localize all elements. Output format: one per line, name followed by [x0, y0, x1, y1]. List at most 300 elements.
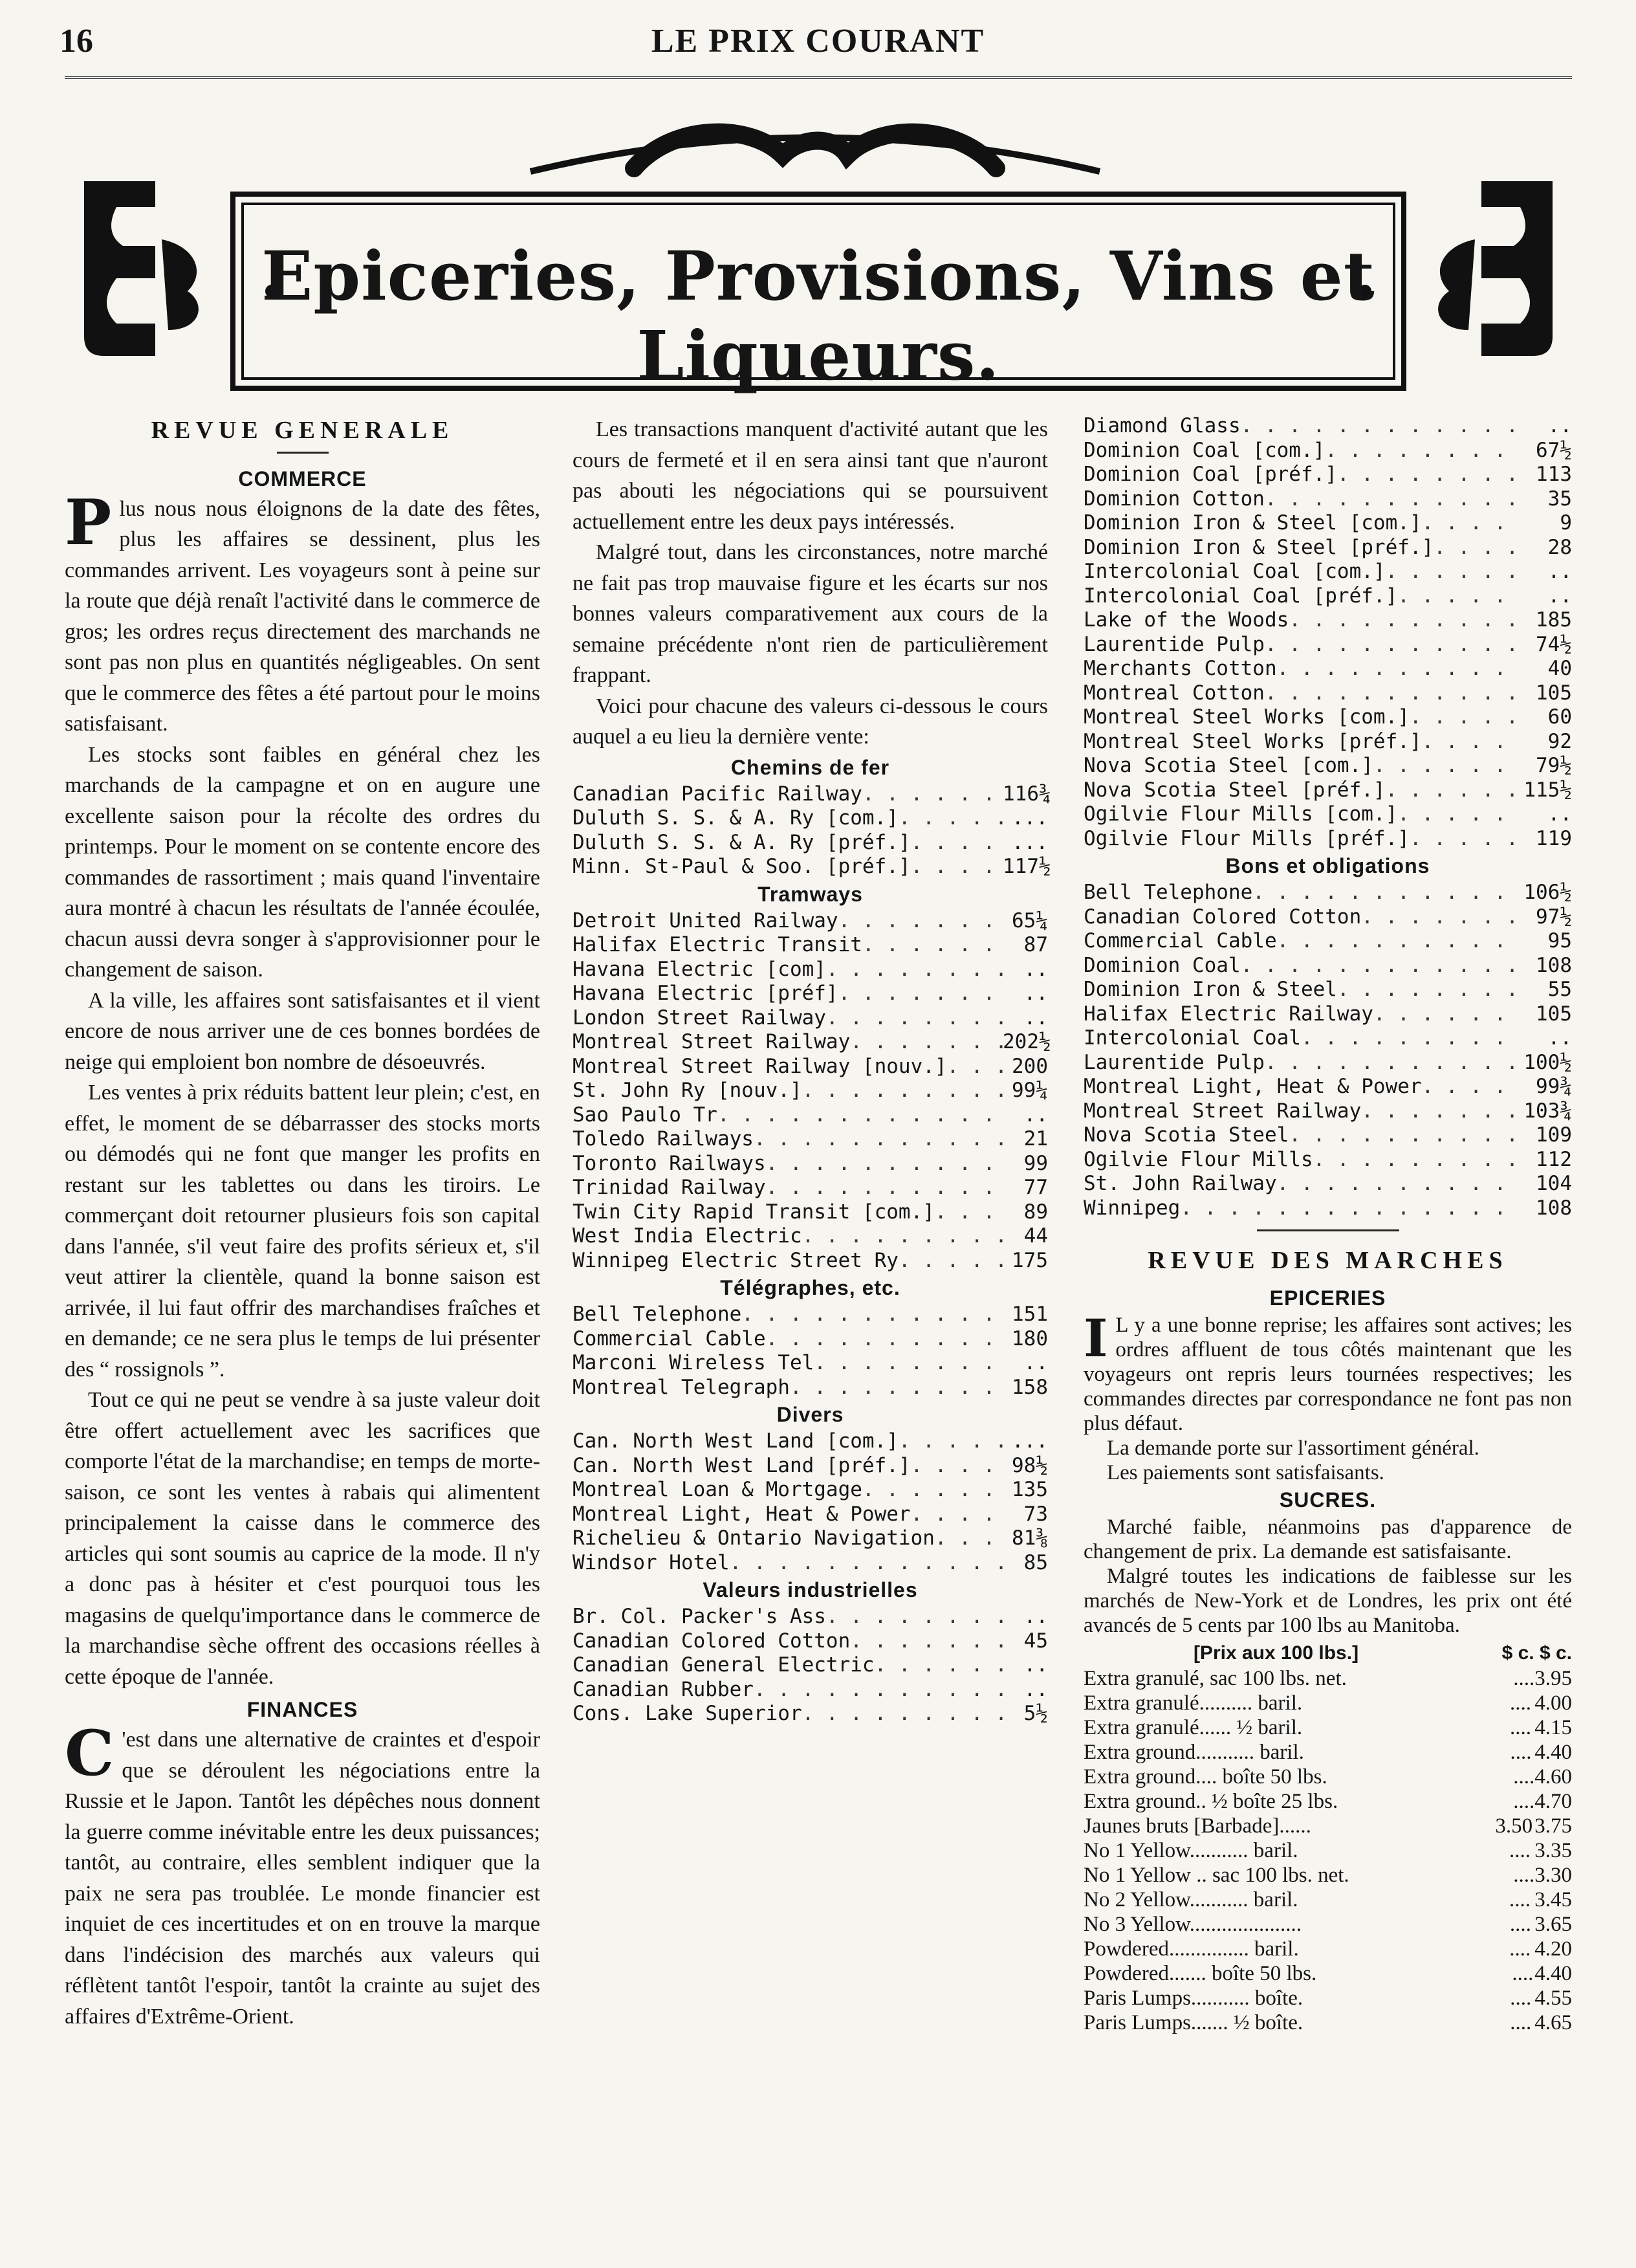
stock-name: Trinidad Railway	[573, 1176, 766, 1199]
stock-name: Dominion Iron & Steel	[1084, 978, 1337, 1001]
stock-row	[1084, 929, 1572, 954]
stock-price: 105	[1536, 1002, 1572, 1026]
finances-paragraph: C 'est dans une alternative de craintes et d'espoir que se déroulent les négociations entre la Russie et le Japon. Tantôt les dépêches nous donnent la guerre comme inévitable entre les deux puissances; tantôt, au contraire, elles semblent indiquer que la paix ne sera pas troublée. Le monde financier est inquiet de ces incertitudes et on en trouve la marque dans l'indécision des marchés aux valeurs qui réflètent tantôt l'espoir, tantôt la crainte au sujet des affaires d'Extrême-Orient.	[65, 1717, 540, 2029]
leader-dots	[838, 982, 1003, 1006]
stock-price: 77	[1023, 1176, 1048, 1199]
stock-price: 35	[1547, 487, 1572, 511]
stock-name: St. John Ry [nouv.]	[573, 1079, 802, 1102]
stock-price: 73	[1023, 1502, 1048, 1526]
column-left	[65, 414, 540, 2032]
stock-price: 5½	[1023, 1702, 1048, 1725]
sugar-price-row	[1084, 1863, 1572, 1888]
stock-row	[573, 1526, 1048, 1551]
revue-des-marches-heading: REVUE DES MARCHES	[1148, 1247, 1508, 1274]
price-low: ....	[1510, 1691, 1532, 1715]
stock-price: 45	[1023, 1629, 1048, 1653]
leader-dots	[1386, 560, 1520, 584]
stock-name: Sao Paulo Tr	[573, 1103, 717, 1127]
stock-price: 108	[1536, 1196, 1572, 1220]
price-high: 3.95	[1534, 1666, 1572, 1690]
stock-price: 92	[1547, 729, 1572, 753]
stock-name: St. John Railway	[1084, 1172, 1277, 1195]
stock-row	[1084, 1099, 1572, 1124]
stock-quotes-right	[1084, 414, 1572, 1220]
sugar-price-row	[1084, 1666, 1572, 1691]
stock-row	[1084, 1051, 1572, 1075]
stock-price: ..	[1023, 982, 1048, 1005]
stock-name: Can. North West Land [com.]	[573, 1429, 899, 1453]
stock-row	[1084, 681, 1572, 706]
product-name: Extra ground.. ½ boîte 25 lbs.	[1084, 1789, 1338, 1813]
drop-cap: P	[65, 485, 112, 559]
stock-row	[1084, 827, 1572, 852]
stock-row	[573, 1503, 1048, 1527]
epiceries-paragraph: Les paiements sont satisfaisants.	[1107, 1460, 1384, 1484]
stock-price: ..	[1547, 1026, 1572, 1050]
stock-price: 87	[1023, 933, 1048, 956]
stock-row	[1084, 608, 1572, 633]
stock-price: ..	[1023, 1605, 1048, 1628]
stock-price: ..	[1547, 802, 1572, 826]
stock-price: 180	[1012, 1327, 1048, 1350]
stock-price: ..	[1547, 414, 1572, 437]
stock-price: 119	[1536, 826, 1572, 850]
column-right	[1084, 414, 1572, 2035]
stock-price: 117½	[1003, 855, 1051, 878]
leader-dots	[826, 1006, 1003, 1031]
stock-row	[573, 982, 1048, 1006]
leader-dots	[826, 958, 1003, 982]
stock-name: Havana Electric [préf]	[573, 982, 838, 1005]
stock-name: Halifax Electric Railway	[1084, 1002, 1373, 1026]
stock-name: Dominion Coal [préf.]	[1084, 463, 1337, 486]
leader-dots	[1241, 954, 1520, 978]
stock-row	[573, 1055, 1048, 1079]
leader-dots	[814, 1351, 1003, 1376]
leader-dots	[826, 1605, 1003, 1629]
sugar-price-row	[1084, 1937, 1572, 1961]
leader-dots	[1337, 463, 1520, 487]
stock-price: ..	[1023, 1006, 1048, 1029]
stock-name: Intercolonial Coal	[1084, 1026, 1301, 1050]
product-name: Extra granulé.......... baril.	[1084, 1691, 1303, 1715]
stock-price: 99	[1023, 1151, 1048, 1175]
stock-price: 175	[1012, 1248, 1048, 1272]
stock-row	[573, 1429, 1048, 1454]
stock-name: Montreal Steel Works [com.]	[1084, 705, 1410, 729]
stock-row	[573, 1303, 1048, 1327]
price-low: ....	[1509, 1838, 1531, 1862]
commerce-paragraph: Tout ce qui ne peut se vendre à sa juste valeur doit être offert actuellement avec les sacrifices que comporte l'état de la marchandise; en temps de morte-saison, ce sont les ventes à rabais qui alimentent principalement la caisse dans le commerce des articles qui sont soumis au caprice de la mode. Il n'y a donc pas à hésiter et c'est pourquoi tous les magasins de quelqu'importance dans le commerce de la marchandise sèche offrent des occasions réelles à cette époque de l'année.	[65, 1388, 540, 1689]
stock-row	[1084, 487, 1572, 512]
stock-name: Richelieu & Ontario Navigation	[573, 1526, 935, 1550]
stock-row	[1084, 754, 1572, 778]
stock-name: Can. North West Land [préf.]	[573, 1453, 911, 1477]
sugar-price-row	[1084, 1888, 1572, 1912]
stock-name: Winnipeg	[1084, 1196, 1181, 1220]
stock-name: Commercial Cable	[1084, 929, 1277, 952]
stock-price: 105	[1536, 681, 1572, 705]
commerce-paragraph: Plus nous nous éloignons de la date des fêtes, plus les affaires se dessinent, plus les commandes arrivent. Les voyageurs sont à peine sur la route que déjà renaît l'activité dans le commerce de gros; les ordres reçus directement des marchands ne sont pas non plus en quantités négligeables. On sent que le commerce des fêtes a été partout pour le moins satisfaisant.	[65, 485, 540, 736]
stock-row	[573, 1127, 1048, 1152]
price-high: 4.00	[1534, 1691, 1573, 1715]
stock-row	[1084, 1123, 1572, 1148]
leader-dots	[1422, 1075, 1520, 1099]
leader-dots	[862, 782, 1003, 807]
stock-price: 89	[1023, 1200, 1048, 1224]
sugar-price-row	[1084, 1789, 1572, 1814]
sugar-price-row	[1084, 1691, 1572, 1715]
stock-name: Montreal Light, Heat & Power	[1084, 1075, 1422, 1098]
epiceries-heading: EPICERIES	[1269, 1286, 1386, 1310]
stock-price: ..	[1023, 1677, 1048, 1701]
stock-price: 103¾	[1523, 1099, 1572, 1123]
sugar-price-row	[1084, 1838, 1572, 1863]
price-high: 4.70	[1534, 1789, 1572, 1813]
stock-name: Minn. St-Paul & Soo. [préf.]	[573, 855, 911, 878]
stock-price: 116¾	[1003, 782, 1051, 806]
sugar-price-row	[1084, 1912, 1572, 1937]
stock-row	[1084, 584, 1572, 609]
finances-paragraph: Les transactions manquent d'activité autant que les cours de fermeté et il en sera ainsi tant que n'auront pas abouti les négociations qui se poursuivent actuellement entre les deux pays intéressés.	[573, 417, 1048, 534]
finances-heading: FINANCES	[246, 1698, 358, 1721]
product-name: No 1 Yellow........... baril.	[1084, 1838, 1298, 1862]
stock-row	[573, 1351, 1048, 1376]
leader-dots	[1361, 1099, 1520, 1124]
product-name: No 1 Yellow .. sac 100 lbs. net.	[1084, 1863, 1349, 1887]
stock-price: 44	[1023, 1224, 1048, 1248]
stock-row	[1084, 1002, 1572, 1027]
product-name: Paris Lumps....... ½ boîte.	[1084, 2010, 1303, 2034]
stock-price: 79½	[1536, 754, 1572, 777]
sugar-price-row	[1084, 1986, 1572, 2010]
divider	[277, 452, 329, 454]
stock-name: Bell Telephone	[1084, 881, 1253, 904]
stock-price: 106½	[1523, 881, 1572, 904]
leader-dots	[875, 1653, 1003, 1678]
stock-price: 65¼	[1012, 908, 1048, 932]
stock-name: Canadian Rubber	[573, 1677, 754, 1701]
leader-dots	[802, 1702, 1003, 1726]
price-low: ....	[1509, 1937, 1531, 1961]
stock-row	[573, 1376, 1048, 1400]
leader-dots	[935, 1526, 1003, 1551]
stock-name: Dominion Cotton	[1084, 487, 1265, 511]
leader-dots	[802, 1079, 1003, 1103]
stock-row	[1084, 536, 1572, 560]
stock-price: 95	[1547, 929, 1572, 952]
stock-price: 158	[1012, 1375, 1048, 1399]
leader-dots	[1422, 511, 1520, 536]
stock-price: 60	[1547, 705, 1572, 729]
stock-price: 109	[1536, 1123, 1572, 1147]
finances-paragraph: Voici pour chacune des valeurs ci-dessous le cours auquel a eu lieu la dernière vente:	[573, 694, 1048, 749]
stock-price: 185	[1536, 608, 1572, 632]
leader-dots	[911, 1503, 1003, 1527]
leader-dots	[741, 1303, 1003, 1327]
stock-row	[1084, 705, 1572, 730]
price-high: 3.75	[1534, 1814, 1573, 1838]
leader-dots	[1373, 754, 1520, 778]
stock-section-heading: Télégraphes, etc.	[720, 1276, 900, 1299]
sugar-price-row	[1084, 1961, 1572, 1986]
sugar-price-row	[1084, 1715, 1572, 1740]
stock-price: 98½	[1012, 1453, 1048, 1477]
price-high: 4.40	[1534, 1961, 1572, 1985]
stock-name: Canadian Pacific Railway	[573, 782, 862, 806]
stock-name: Duluth S. S. & A. Ry [com.]	[573, 806, 899, 830]
price-high: 3.30	[1534, 1863, 1572, 1887]
stock-row	[573, 1551, 1048, 1576]
leader-dots	[766, 1152, 1003, 1176]
leader-dots	[1410, 827, 1520, 852]
stock-name: Lake of the Woods	[1084, 608, 1289, 632]
stock-price: ...	[1012, 806, 1048, 830]
stock-row	[1084, 1172, 1572, 1196]
price-low: ....	[1509, 1888, 1531, 1911]
stock-row	[1084, 1196, 1572, 1221]
stock-name: Twin City Rapid Transit [com.]	[573, 1200, 935, 1224]
stock-name: Intercolonial Coal [com.]	[1084, 560, 1386, 583]
leader-dots	[754, 1127, 1003, 1152]
leader-dots	[850, 1030, 1003, 1055]
stock-row	[1084, 439, 1572, 463]
stock-name: Dominion Coal	[1084, 953, 1241, 977]
stock-price: ..	[1023, 957, 1048, 981]
sugar-price-row	[1084, 2010, 1572, 2035]
sucres-heading: SUCRES.	[1279, 1488, 1377, 1512]
price-low: ....	[1513, 1789, 1535, 1813]
product-name: Extra granulé...... ½ baril.	[1084, 1715, 1303, 1739]
stock-row	[573, 1006, 1048, 1031]
stock-name: Ogilvie Flour Mills [com.]	[1084, 802, 1398, 826]
price-low: ....	[1510, 1715, 1532, 1739]
stock-name: Cons. Lake Superior	[573, 1702, 802, 1725]
leader-dots	[1397, 584, 1520, 609]
stock-row	[573, 1629, 1048, 1654]
sugar-price-table	[1084, 1666, 1572, 2035]
stock-row	[573, 933, 1048, 958]
finances-paragraph: Malgré tout, dans les circonstances, notre marché ne fait pas trop mauvaise figure et les écarts sur nos bonnes valeurs comparativement aux cours de la semaine précédente n'ont rien de particulièrement frappant.	[573, 540, 1048, 687]
stock-name: Nova Scotia Steel	[1084, 1123, 1289, 1147]
leader-dots	[899, 1249, 1003, 1273]
stock-name: Havana Electric [com]	[573, 957, 826, 981]
stock-row	[573, 1702, 1048, 1726]
stock-quotes-middle	[573, 753, 1051, 1726]
stock-row	[573, 1454, 1048, 1479]
sugar-price-row	[1084, 1814, 1572, 1838]
leader-dots	[911, 831, 1003, 855]
leader-dots	[911, 855, 1003, 879]
stock-name: Dominion Coal [com.]	[1084, 438, 1325, 462]
stock-row	[573, 1200, 1048, 1225]
stock-row	[1084, 463, 1572, 487]
stock-row	[1084, 978, 1572, 1002]
price-low: ....	[1510, 1740, 1532, 1764]
stock-name: Toronto Railways	[573, 1151, 766, 1175]
stock-name: Montreal Cotton	[1084, 681, 1265, 705]
stock-row	[573, 855, 1051, 879]
price-high: 4.15	[1534, 1715, 1573, 1739]
leader-dots	[1410, 705, 1520, 730]
leader-dots	[862, 1478, 1003, 1503]
leader-dots	[911, 1454, 1003, 1479]
stock-price: 200	[1012, 1054, 1048, 1078]
leader-dots	[1397, 802, 1520, 827]
stock-price: 99¼	[1012, 1079, 1048, 1102]
stock-name: Intercolonial Coal [préf.]	[1084, 584, 1398, 608]
price-low: ....	[1510, 1986, 1532, 2010]
sucres-paragraph: Malgré toutes les indications de faiblesse sur les marchés de New-York et de Londres, les prix ont été avancés de 5 cents par 100 lbs au Manitoba.	[1084, 1564, 1572, 1637]
stock-name: Diamond Glass	[1084, 414, 1241, 437]
stock-section-heading: Valeurs industrielles	[703, 1578, 918, 1602]
stock-price: 67½	[1536, 438, 1572, 462]
product-name: Extra ground.... boîte 50 lbs.	[1084, 1765, 1327, 1789]
leader-dots	[754, 1678, 1003, 1702]
stock-row	[573, 1249, 1048, 1273]
leader-dots	[1265, 681, 1520, 706]
stock-name: Montreal Telegraph	[573, 1375, 790, 1399]
stock-row	[573, 1327, 1048, 1352]
stock-name: Ogilvie Flour Mills	[1084, 1147, 1313, 1171]
revue-generale-heading: REVUE GENERALE	[151, 417, 454, 444]
sucres-paragraph: Marché faible, néanmoins pas d'apparence de changement de prix. La demande est satisfaisante.	[1084, 1515, 1572, 1563]
running-title: LE PRIX COURANT	[651, 23, 985, 60]
stock-name: Toledo Railways	[573, 1127, 754, 1151]
stock-price: 97½	[1536, 905, 1572, 929]
price-low: ....	[1512, 1961, 1534, 1985]
stock-name: Marconi Wireless Tel	[573, 1351, 814, 1374]
leader-dots	[1386, 778, 1520, 803]
stock-price: 151	[1012, 1303, 1048, 1326]
stock-row	[573, 1224, 1048, 1249]
stock-row	[573, 909, 1048, 934]
stock-row	[1084, 511, 1572, 536]
stock-row	[573, 1478, 1048, 1503]
price-table-header	[1084, 1640, 1572, 1666]
leader-dots	[1277, 1172, 1520, 1196]
stock-price: ...	[1012, 830, 1048, 854]
divider	[1257, 1229, 1399, 1231]
stock-name: Merchants Cotton	[1084, 657, 1277, 680]
stock-price: 28	[1547, 535, 1572, 559]
leader-dots	[717, 1103, 1003, 1128]
stock-price: 85	[1023, 1550, 1048, 1574]
leader-dots	[1434, 536, 1520, 560]
stock-price: ..	[1023, 1653, 1048, 1677]
price-high: 4.60	[1534, 1765, 1572, 1789]
stock-row	[573, 958, 1048, 982]
stock-price: 115½	[1523, 778, 1572, 802]
stock-name: Canadian General Electric	[573, 1653, 875, 1677]
stock-price: 108	[1536, 953, 1572, 977]
leader-dots	[899, 1429, 1003, 1454]
stock-row	[573, 1152, 1048, 1176]
stock-row	[573, 1653, 1048, 1678]
stock-name: Montreal Steel Works [préf.]	[1084, 729, 1422, 753]
leader-dots	[766, 1176, 1003, 1200]
stock-price: 40	[1547, 657, 1572, 680]
stock-name: Ogilvie Flour Mills [préf.]	[1084, 826, 1410, 850]
stock-row	[1084, 657, 1572, 681]
stock-section-heading: Divers	[776, 1403, 844, 1426]
stock-row	[573, 1176, 1048, 1200]
stock-row	[573, 1079, 1048, 1103]
leader-dots	[935, 1200, 1003, 1225]
stock-name: Montreal Loan & Mortgage	[573, 1478, 862, 1501]
stock-row	[1084, 778, 1572, 803]
leader-dots	[838, 909, 1003, 934]
price-high: 4.65	[1534, 2010, 1572, 2034]
stock-row	[573, 1030, 1051, 1055]
stock-price: 104	[1536, 1172, 1572, 1195]
leader-dots	[1180, 1196, 1520, 1221]
stock-name: Winnipeg Electric Street Ry	[573, 1248, 899, 1272]
stock-row	[1084, 905, 1572, 930]
stock-name: Duluth S. S. & A. Ry [préf.]	[573, 830, 911, 854]
leader-dots	[1373, 1002, 1520, 1027]
stock-name: Windsor Hotel	[573, 1550, 730, 1574]
price-low: ....	[1509, 1912, 1531, 1936]
price-high: 3.35	[1534, 1838, 1572, 1862]
stock-row	[1084, 1148, 1572, 1173]
stock-price: ..	[1547, 560, 1572, 583]
stock-row	[1084, 560, 1572, 584]
stock-price: 9	[1560, 511, 1572, 534]
stock-name: Montreal Street Railway	[573, 1030, 851, 1053]
marches-section	[1084, 1283, 1572, 2035]
stock-price: 100½	[1523, 1050, 1572, 1074]
price-low: ....	[1513, 1666, 1535, 1690]
stock-row	[1084, 633, 1572, 657]
sugar-price-row	[1084, 1740, 1572, 1765]
stock-price: 21	[1023, 1127, 1048, 1151]
leader-dots	[1325, 439, 1520, 463]
leader-dots	[850, 1629, 1003, 1654]
leader-dots	[1361, 905, 1520, 930]
stock-price: ..	[1023, 1351, 1048, 1374]
stock-price: ..	[1547, 584, 1572, 608]
product-name: No 2 Yellow........... baril.	[1084, 1888, 1298, 1911]
stock-row	[573, 1678, 1048, 1702]
stock-name: West India Electric	[573, 1224, 802, 1248]
stock-name: Commercial Cable	[573, 1327, 766, 1350]
stock-row	[573, 1605, 1048, 1629]
stock-name: Dominion Iron & Steel [com.]	[1084, 511, 1422, 534]
commerce-heading: COMMERCE	[238, 467, 367, 490]
leader-dots	[947, 1055, 1003, 1079]
stock-name: Halifax Electric Transit	[573, 933, 862, 956]
stock-row	[1084, 881, 1572, 905]
section-banner-title: Epiceries, Provisions, Vins et Liqueurs.	[261, 236, 1375, 395]
stock-name: Detroit United Railway	[573, 908, 838, 932]
stock-name: Montreal Street Railway [nouv.]	[573, 1054, 947, 1078]
stock-name: Nova Scotia Steel [com.]	[1084, 754, 1373, 777]
leader-dots	[802, 1224, 1003, 1249]
price-high: 3.65	[1534, 1912, 1572, 1936]
stock-price: 113	[1536, 463, 1572, 486]
stock-section-heading: Bons et obligations	[1225, 854, 1430, 877]
leader-dots	[1265, 487, 1520, 512]
stock-row	[1084, 1075, 1572, 1099]
stock-price: 81⅜	[1012, 1526, 1048, 1550]
stock-name: Montreal Light, Heat & Power	[573, 1502, 911, 1526]
product-name: Powdered............... baril.	[1084, 1937, 1299, 1961]
stock-name: Montreal Street Railway	[1084, 1099, 1362, 1123]
drop-cap: I	[1084, 1307, 1108, 1369]
stock-section-heading: Tramways	[758, 882, 863, 906]
leader-dots	[1265, 633, 1520, 657]
